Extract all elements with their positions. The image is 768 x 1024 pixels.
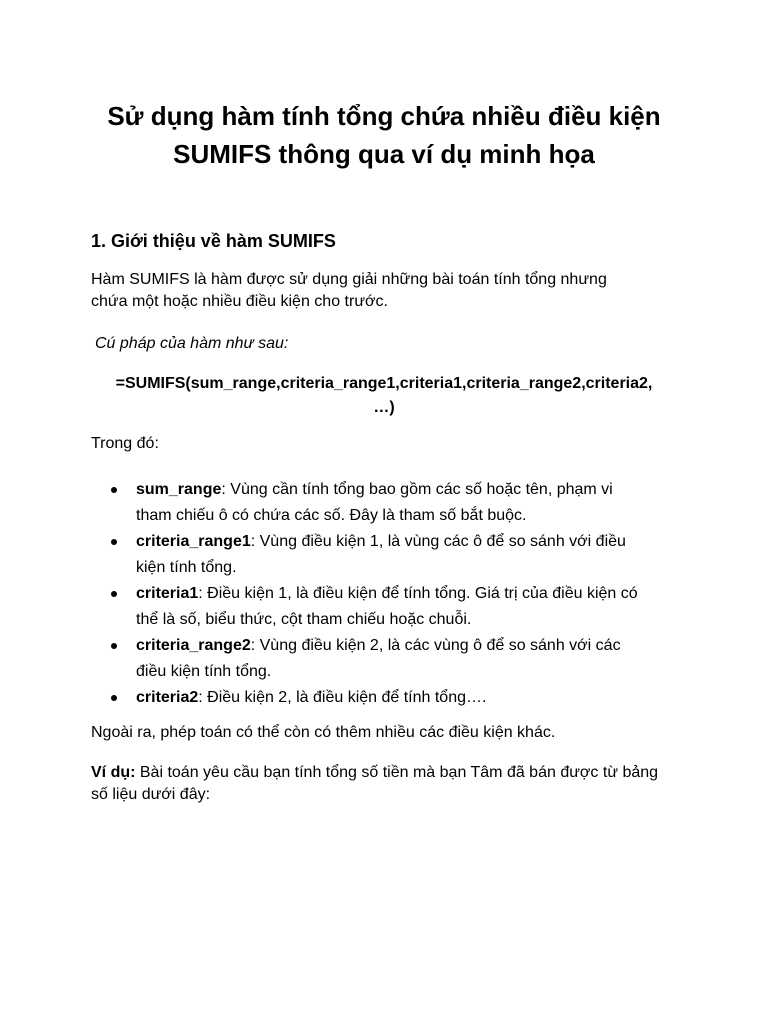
- param-desc: : Vùng điều kiện 2, là các vùng ô để so sánh với các: [250, 637, 621, 654]
- param-term: criteria_range2: [136, 637, 251, 654]
- example-text: Bài toán yêu cầu bạn tính tổng số tiền mà bạn Tâm đã bán được từ bảng: [135, 764, 659, 781]
- syntax-label: Cú pháp của hàm như sau:: [95, 335, 289, 352]
- trong-do-text: Trong đó:: [91, 435, 159, 452]
- intro-line-1: Hàm SUMIFS là hàm được sử dụng giải những bài toán tính tổng nhưng: [91, 271, 607, 288]
- bullet-icon: [111, 487, 117, 493]
- bullet-icon: [111, 643, 117, 649]
- param-term: criteria1: [136, 585, 199, 602]
- list-item: [0, 685, 768, 711]
- param-desc: : Vùng điều kiện 1, là vùng các ô để so sánh với điều: [250, 533, 626, 550]
- title-line-1: Sử dụng hàm tính tổng chứa nhiều điều kiện: [107, 101, 661, 131]
- intro-line-2: chứa một hoặc nhiều điều kiện cho trước.: [91, 293, 388, 310]
- section-heading: 1. Giới thiệu về hàm SUMIFS: [91, 231, 336, 251]
- param-term: criteria2: [136, 689, 199, 706]
- param-term: sum_range: [136, 481, 222, 498]
- param-desc-cont: kiện tính tổng.: [136, 559, 237, 576]
- list-item: [0, 633, 768, 685]
- ngoai-ra-text: Ngoài ra, phép toán có thể còn có thêm nhiều các điều kiện khác.: [91, 724, 556, 741]
- bullet-icon: [111, 695, 117, 701]
- intro-paragraph: [91, 269, 691, 313]
- title-line-2: SUMIFS thông qua ví dụ minh họa: [173, 139, 595, 169]
- list-item: [0, 581, 768, 633]
- example-line-2: số liệu dưới đây:: [91, 786, 211, 803]
- param-desc: : Điều kiện 2, là điều kiện để tính tổng….: [198, 689, 487, 706]
- list-item: [0, 477, 768, 529]
- bullet-icon: [111, 539, 117, 545]
- example-paragraph: [91, 762, 691, 806]
- param-desc: : Điều kiện 1, là điều kiện để tính tổng. Giá trị của điều kiện có: [198, 585, 638, 602]
- formula: [60, 372, 708, 420]
- param-term: criteria_range1: [136, 533, 251, 550]
- list-item: [0, 529, 768, 581]
- formula-line-1: =SUMIFS(sum_range,criteria_range1,criteria1,criteria_range2,criteria2,: [115, 375, 653, 392]
- param-desc-cont: điều kiện tính tổng.: [136, 663, 272, 680]
- param-desc: : Vùng cần tính tổng bao gồm các số hoặc tên, phạm vi: [221, 481, 613, 498]
- page-title: [60, 97, 708, 173]
- param-desc-cont: thể là số, biểu thức, cột tham chiếu hoặc chuỗi.: [136, 611, 472, 628]
- example-label: Ví dụ:: [91, 764, 136, 781]
- example-line-1: [91, 762, 691, 784]
- parameter-list: [0, 477, 768, 711]
- bullet-icon: [111, 591, 117, 597]
- formula-line-2: …): [373, 399, 395, 416]
- param-desc-cont: tham chiếu ô có chứa các số. Đây là tham số bắt buộc.: [136, 507, 527, 524]
